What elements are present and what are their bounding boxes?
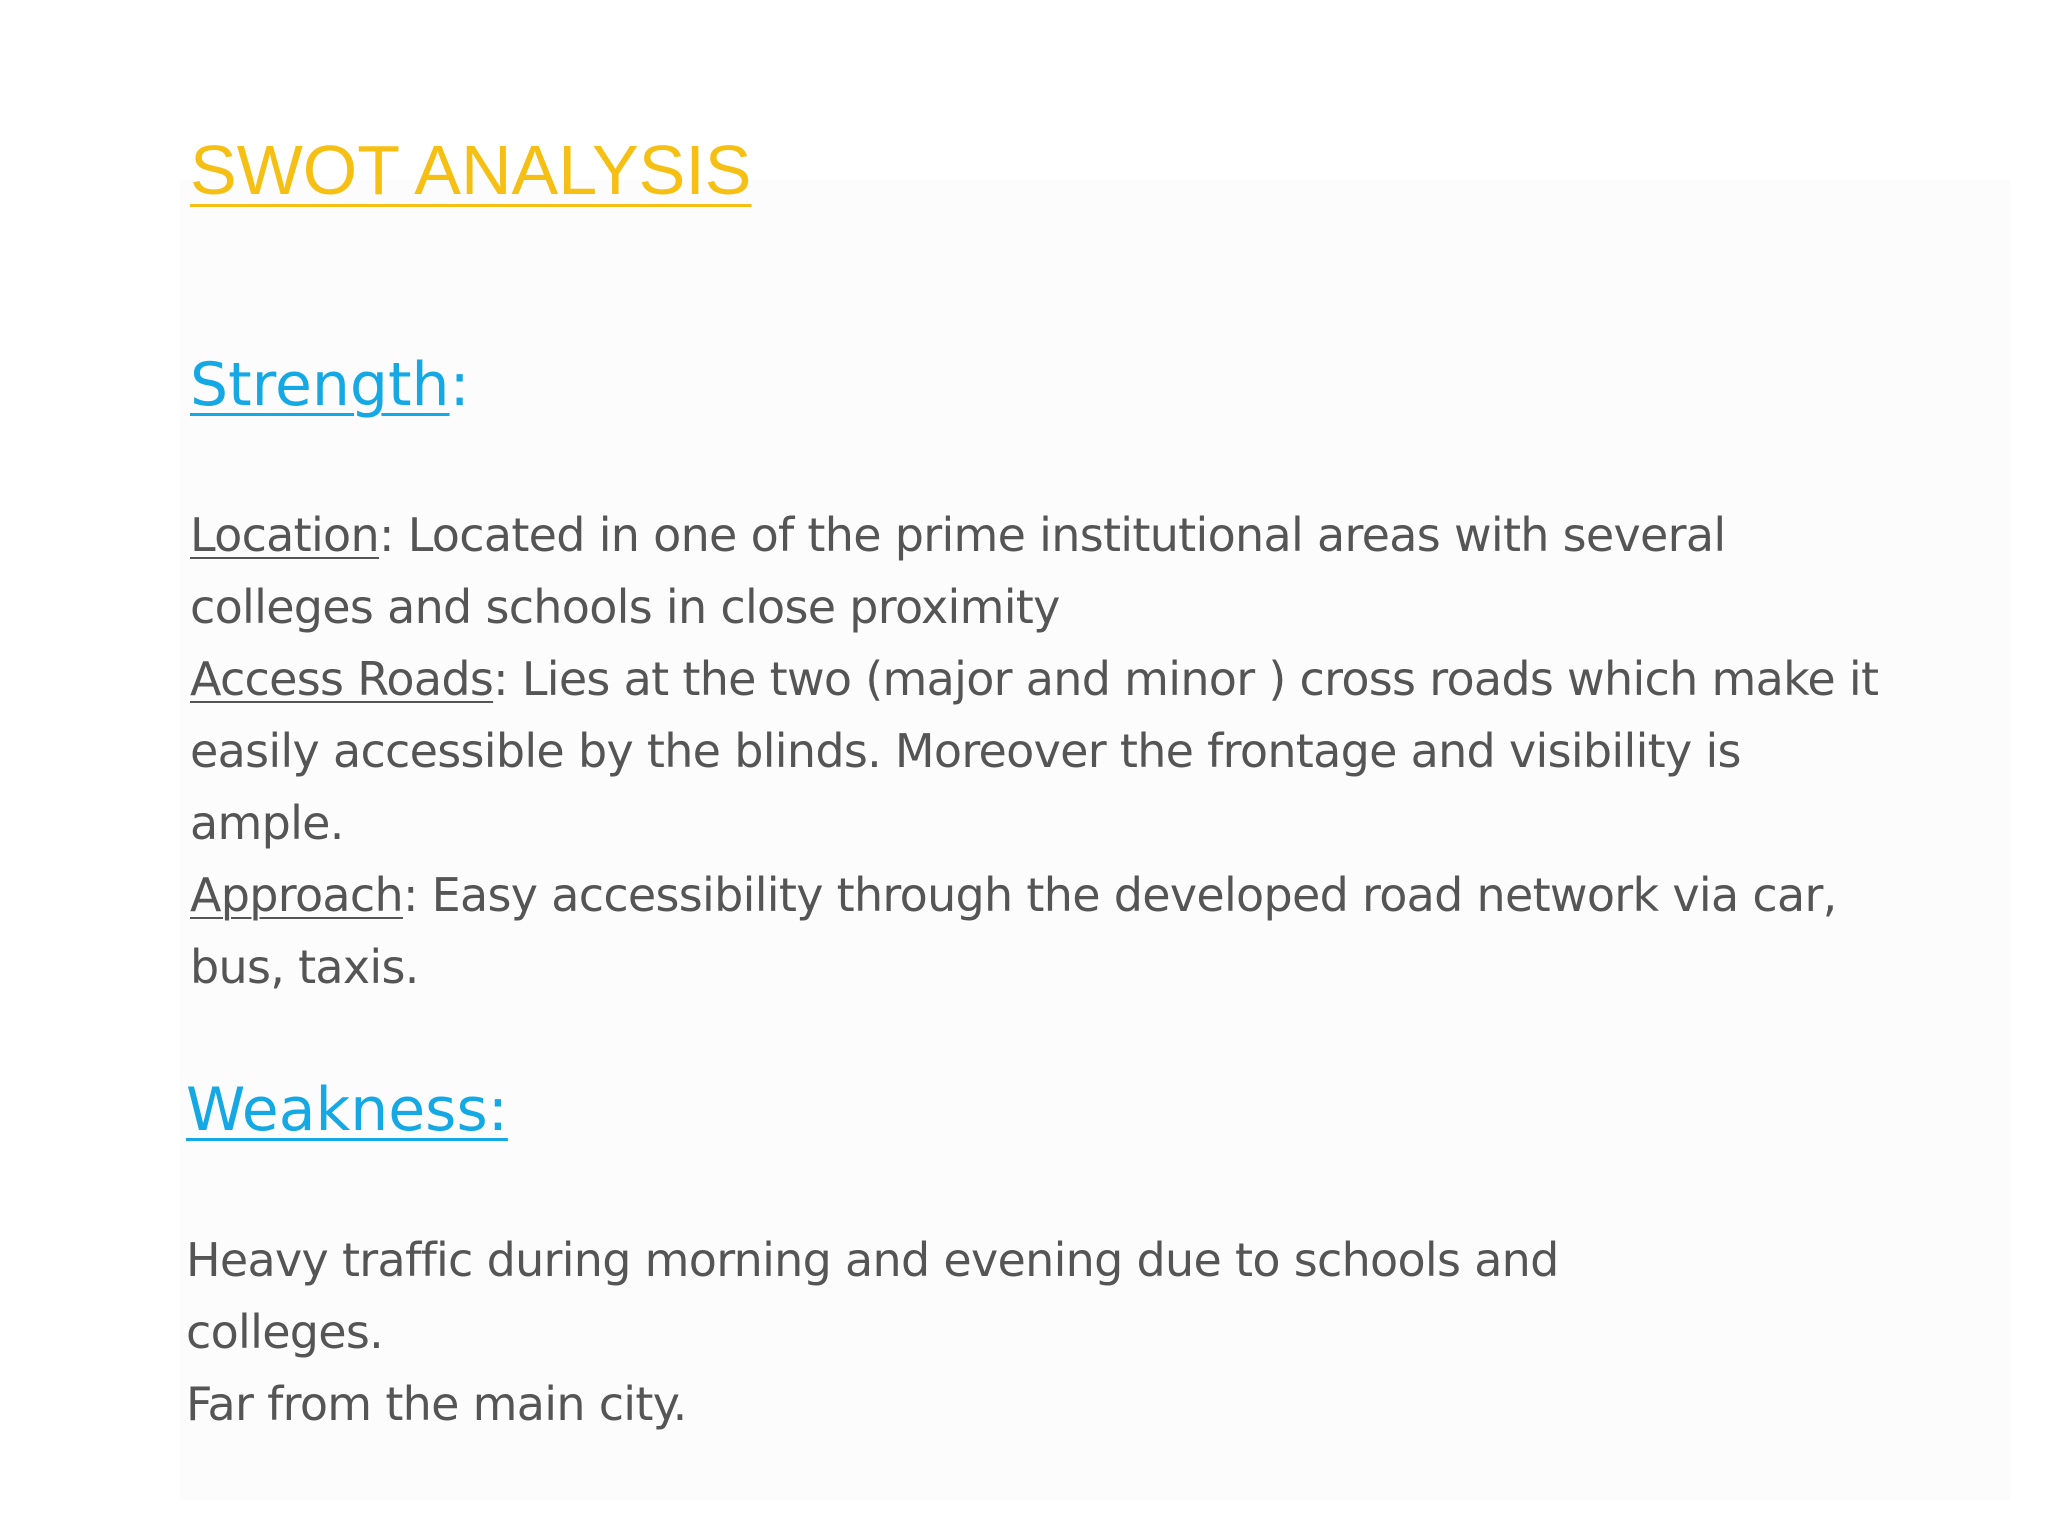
strength-text: : Easy accessibility through the developed road network via car, bus, taxis. bbox=[190, 868, 1837, 994]
strength-text: : Lies at the two (major and minor ) cross roads which make it easily accessible by the blinds. Moreover the frontage and visibility is ample. bbox=[190, 652, 1879, 850]
strength-item-access-roads bbox=[190, 643, 1890, 859]
weakness-item: Far from the main city. bbox=[186, 1377, 687, 1431]
strength-term: Location bbox=[190, 508, 379, 562]
strength-item-approach bbox=[190, 859, 1890, 1003]
strength-text: : Located in one of the prime institutional areas with several colleges and schools in close proximity bbox=[190, 508, 1726, 634]
strength-list bbox=[190, 499, 1890, 1003]
weakness-heading-label: Weakness: bbox=[186, 1075, 508, 1145]
strength-heading-label: Strength bbox=[190, 350, 450, 420]
strength-term: Approach bbox=[190, 868, 403, 922]
strength-item-location bbox=[190, 499, 1890, 643]
slide-title: SWOT ANALYSIS bbox=[190, 131, 752, 209]
weakness-heading bbox=[186, 1070, 508, 1150]
strength-term: Access Roads bbox=[190, 652, 494, 706]
weakness-item: Heavy traffic during morning and evening due to schools and colleges. bbox=[186, 1233, 1559, 1359]
strength-heading-colon: : bbox=[449, 350, 470, 420]
weakness-list bbox=[186, 1224, 1746, 1440]
strength-heading bbox=[190, 345, 470, 425]
